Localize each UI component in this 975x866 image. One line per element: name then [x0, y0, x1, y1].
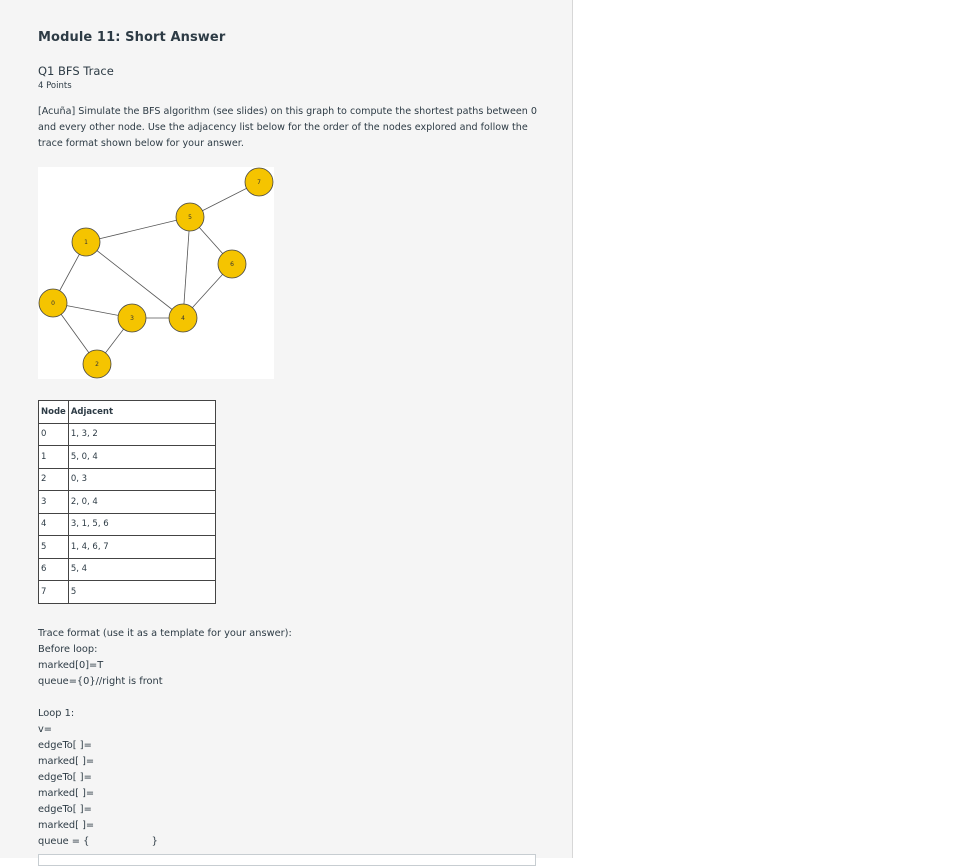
svg-text:5: 5: [188, 214, 192, 221]
answer-textarea[interactable]: [38, 854, 536, 866]
table-row: [39, 536, 216, 559]
table-header-adjacent: Adjacent: [68, 401, 215, 424]
trace-line: edgeTo[ ]=: [38, 772, 92, 783]
table-cell-adjacent: 1, 4, 6, 7: [68, 536, 215, 559]
question-prompt: [Acuña] Simulate the BFS algorithm (see slides) on this graph to compute the shortest paths between 0 and every other node. Use the adjacency list below for the order of the nodes explored and follow the trace format shown below for your answer.: [38, 106, 538, 149]
table-cell-adjacent: 1, 3, 2: [68, 423, 215, 446]
question-points: 4 Points: [38, 81, 72, 91]
graph-node-7: [245, 168, 273, 196]
trace-line: Trace format (use it as a template for your answer):: [38, 628, 292, 639]
table-cell-node: 4: [39, 513, 69, 536]
table-row: [39, 423, 216, 446]
table-cell-node: 6: [39, 558, 69, 581]
trace-line: marked[ ]=: [38, 756, 95, 767]
svg-text:1: 1: [84, 239, 88, 246]
table-row: [39, 446, 216, 469]
trace-line: marked[0]=T: [38, 660, 104, 671]
adjacency-table: [38, 400, 216, 604]
graph-figure: [38, 167, 274, 379]
module-title: Module 11: Short Answer: [38, 30, 226, 45]
table-cell-node: 1: [39, 446, 69, 469]
graph-node-0: [39, 289, 67, 317]
table-header-node: Node: [39, 401, 69, 424]
table-cell-adjacent: 3, 1, 5, 6: [68, 513, 215, 536]
table-row: [39, 558, 216, 581]
trace-line: marked[ ]=: [38, 820, 95, 831]
svg-text:4: 4: [181, 315, 185, 322]
graph-node-2: [83, 350, 111, 378]
table-cell-node: 7: [39, 581, 69, 604]
question-title: Q1 BFS Trace: [38, 64, 114, 78]
trace-spacer: [38, 690, 292, 706]
graph-node-5: [176, 203, 204, 231]
graph-node-4: [169, 304, 197, 332]
table-row: [39, 513, 216, 536]
trace-line: Loop 1:: [38, 708, 75, 719]
table-cell-adjacent: 2, 0, 4: [68, 491, 215, 514]
table-row: [39, 491, 216, 514]
table-header-row: [39, 401, 216, 424]
graph-node-1: [72, 228, 100, 256]
svg-text:0: 0: [51, 300, 55, 307]
trace-line: marked[ ]=: [38, 788, 95, 799]
edge-4-5: [183, 217, 190, 318]
table-cell-node: 5: [39, 536, 69, 559]
table-cell-node: 3: [39, 491, 69, 514]
table-cell-adjacent: 5, 0, 4: [68, 446, 215, 469]
svg-text:6: 6: [230, 261, 234, 268]
graph-node-6: [218, 250, 246, 278]
table-cell-adjacent: 5: [68, 581, 215, 604]
trace-line: v=: [38, 724, 53, 735]
trace-template: [38, 626, 292, 850]
graph-node-3: [118, 304, 146, 332]
trace-line: Before loop:: [38, 644, 98, 655]
svg-text:7: 7: [257, 179, 261, 186]
table-cell-node: 2: [39, 468, 69, 491]
table-cell-node: 0: [39, 423, 69, 446]
trace-line: edgeTo[ ]=: [38, 804, 92, 815]
table-row: [39, 581, 216, 604]
svg-text:2: 2: [95, 361, 99, 368]
table-row: [39, 468, 216, 491]
edge-1-5: [86, 217, 190, 242]
trace-line: queue = { }: [38, 836, 158, 847]
trace-line: queue={0}//right is front: [38, 676, 163, 687]
table-cell-adjacent: 0, 3: [68, 468, 215, 491]
trace-line: edgeTo[ ]=: [38, 740, 92, 751]
table-cell-adjacent: 5, 4: [68, 558, 215, 581]
svg-text:3: 3: [130, 315, 134, 322]
